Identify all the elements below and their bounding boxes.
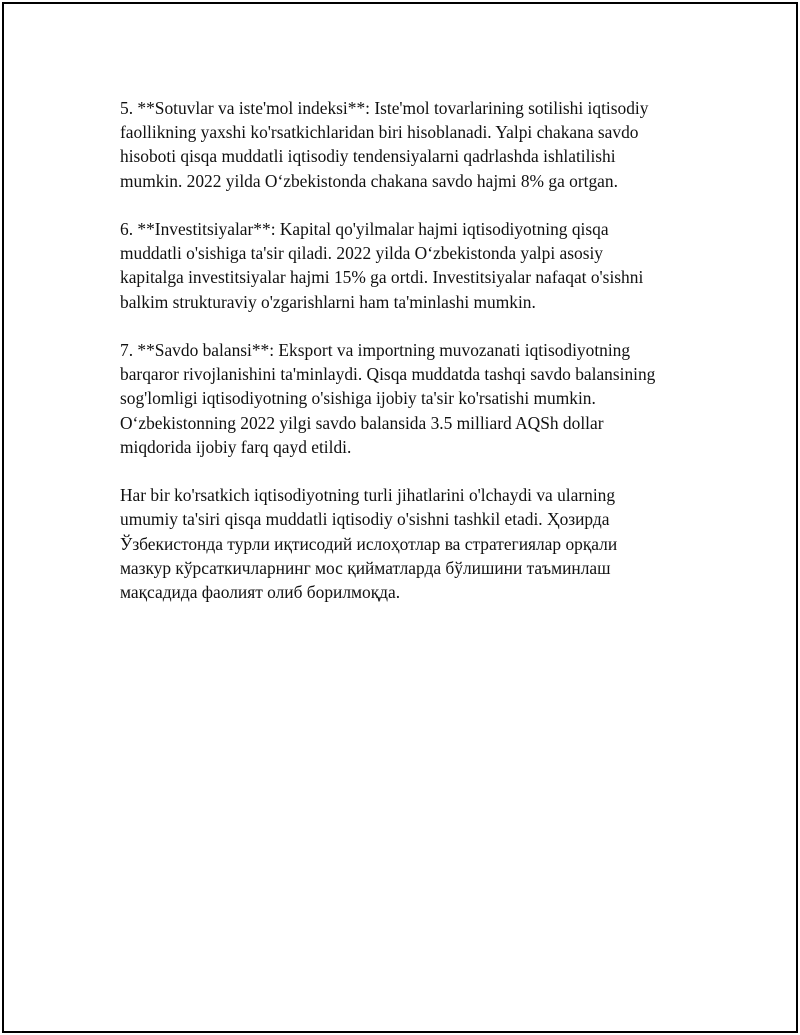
paragraph-conclusion [120,483,700,604]
text-line: 7. **Savdo balansi**: Eksport va importning muvozanati iqtisodiyotning [120,340,631,360]
text-line: umumiy ta'siri qisqa muddatli iqtisodiy o'sishni tashkil etadi. Ҳозирда [120,509,610,530]
text-line: 5. **Sotuvlar va iste'mol indeksi**: Iste'mol tovarlarining sotilishi iqtisodiy [120,98,649,118]
text-line: Har bir ko'rsatkich iqtisodiyotning turli jihatlarini o'lchaydi va ularning [120,485,616,506]
text-line: mumkin. 2022 yilda Oʻzbekistonda chakana savdo hajmi 8% ga ortgan. [120,170,618,191]
text-line: 6. **Investitsiyalar**: Kapital qo'yilmalar hajmi iqtisodiyotning qisqa [120,219,609,239]
text-line: miqdorida ijobiy farq qayd etildi. [120,436,352,457]
paragraph-sales-index [120,96,700,193]
paragraph-investments [120,217,700,314]
text-line: barqaror rivojlanishini ta'minlaydi. Qisqa muddatda tashqi savdo balansining [120,364,656,385]
text-line: sog'lomligi iqtisodiyotning o'sishiga ijobiy ta'sir ko'rsatishi mumkin. [120,388,596,409]
document-page [2,2,798,1033]
text-line: muddatli o'sishiga ta'sir qiladi. 2022 yilda Oʻzbekistonda yalpi asosiy [120,243,603,264]
text-line: faollikning yaxshi ko'rsatkichlaridan biri hisoblanadi. Yalpi chakana savdo [120,122,639,143]
text-line: Ўзбекистонда турли иқтисодий ислоҳотлар ва стратегиялар орқали [120,533,618,554]
text-line: мақсадида фаолият олиб борилмоқда. [120,582,401,603]
text-line: мазкур кўрсаткичларнинг мос қийматларда бўлишини таъминлаш [120,557,611,578]
text-line: kapitalga investitsiyalar hajmi 15% ga ortdi. Investitsiyalar nafaqat o'sishni [120,267,644,288]
text-line: hisoboti qisqa muddatli iqtisodiy tendensiyalarni qadrlashda ishlatilishi [120,146,616,167]
paragraph-trade-balance [120,338,700,459]
text-line: Oʻzbekistonning 2022 yilgi savdo balansida 3.5 milliard AQSh dollar [120,412,604,433]
document-body [120,96,700,628]
text-line: balkim strukturaviy o'zgarishlarni ham ta'minlashi mumkin. [120,291,536,312]
